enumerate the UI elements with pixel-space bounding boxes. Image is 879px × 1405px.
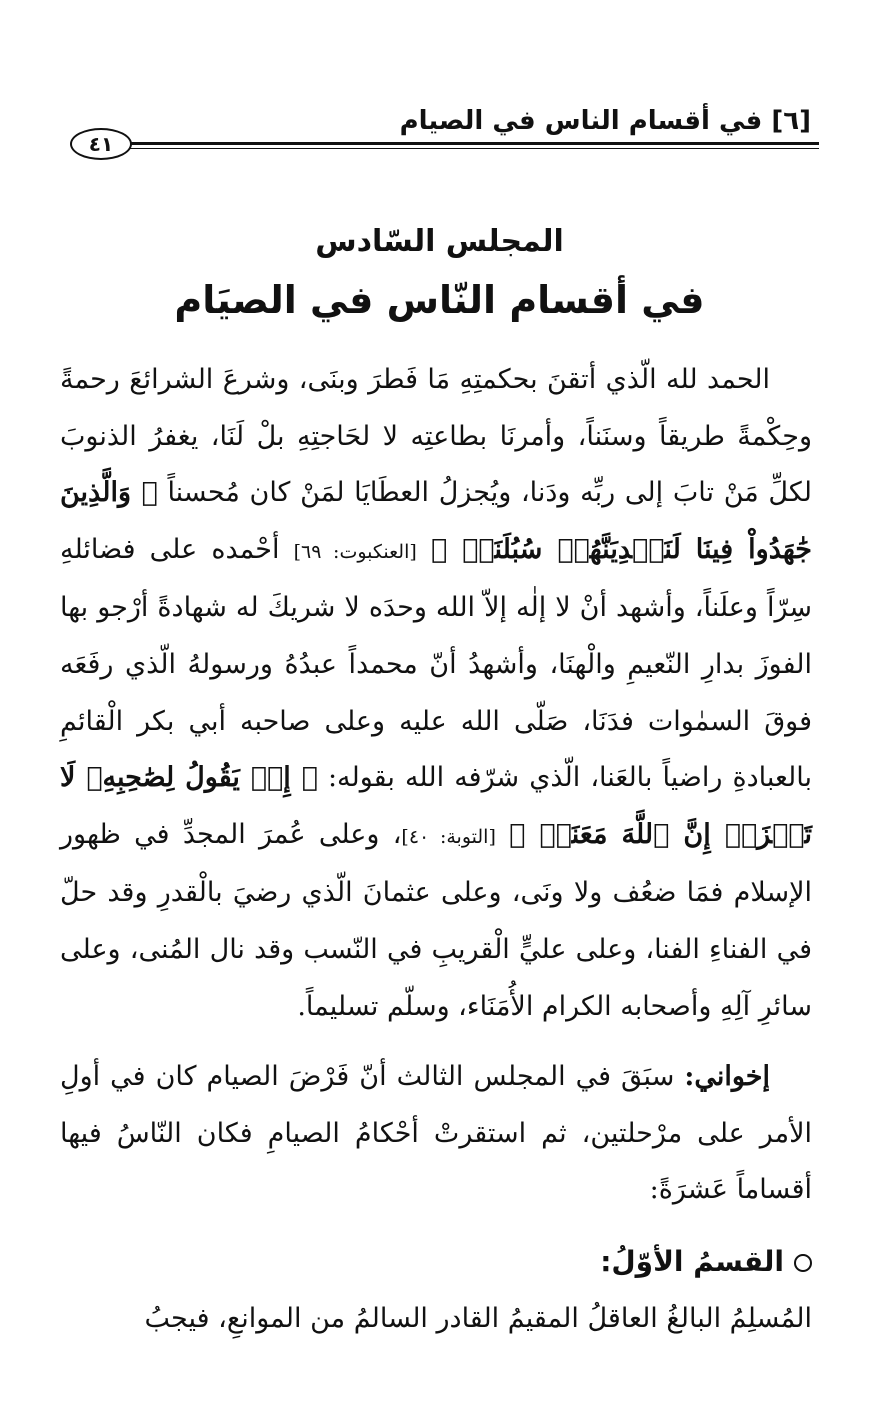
circle-marker-icon — [794, 1254, 812, 1272]
verse-reference-1: [العنكبوت: ٦٩] — [293, 540, 417, 563]
brothers-lead: إخواني: — [684, 1061, 770, 1093]
page-number: ٤١ — [70, 128, 132, 160]
section-paragraph: المُسلِمُ البالغُ العاقلُ المقيمُ القادر السالمُ من الموانعِ، فيجبُ — [144, 1302, 812, 1334]
brothers-text: سبَقَ في المجلس الثالث أنّ فَرْضَ الصيام كان في أولِ الأمر على مرْحلتين، ثم استقرتْ أحْكامُ الصيامِ فكان النّاسُ فيها أقساماً عَشرَةً: — [60, 1061, 812, 1206]
chapter-heading: المجلس السّادس — [315, 224, 564, 259]
running-header — [62, 98, 819, 160]
intro-text-2: أحْمده على فضائلهِ سِرّاً وعلَناً، وأشهد أنْ لا إلٰه إلاّ الله وحدَه لا شريكَ له شهادةً أرْجو بها الفوزَ بدارِ النّعيمِ والْهنَا، وأشهدُ أنّ محمداً عبدُهُ ورسولهُ الّذي رفَعَه فوقَ السمٰوات فدَنَا، صَلّى الله عليه وعلى صاحبه أبي بكر الْقائمِ بالعبادةِ راضياً بالعَنا، الّذي شرّفه الله بقوله: — [60, 533, 813, 794]
verse-reference-2: [التوبة: ٤٠] — [401, 825, 496, 848]
brothers-paragraph — [60, 1049, 812, 1219]
intro-text-3: ، وعلى عُمرَ المجدِّ في ظهور الإسلام فمَا ضعُف ولا ونَى، وعلى عثمانَ الّذي رضيَ بالْقدرِ وقد حلّ في الفناءِ الفنا، وعلى عليٍّ الْقريبِ في النّسب وقد نال المُنى، وعلى سائرِ آلِهِ وأصحابه الكرام الأُمَنَاء، وسلّم تسليماً. — [60, 818, 812, 1022]
header-rule — [122, 142, 819, 145]
section-heading-text: القسمُ الأوّلُ: — [600, 1244, 784, 1278]
body-text — [60, 352, 812, 1348]
quran-verse-2: ﴿ إِذۡ يَقُولُ لِصَٰحِبِهِۦ لَا تَحۡزَنۡ إِنَّ ٱللَّهَ مَعَنَاۖ ﴾ — [60, 762, 812, 850]
intro-text-1: الحمد لله الّذي أتقنَ بحكمتِهِ مَا فَطرَ وبنَى، وشرعَ الشرائعَ رحمةً وحِكْمةً طريقاً وسنَناً، وأمرنَا بطاعتِه لا لحَاجتِهِ بلْ لَنَا، يغفرُ الذنوبَ لكلِّ مَنْ تابَ إلى ربِّه ودَنا، ويُجزلُ العطَايَا لمَنْ كان مُحسناً — [60, 364, 812, 509]
section-heading — [60, 1233, 812, 1291]
chapter-title: في أقسام النّاس في الصيَام — [174, 278, 705, 322]
running-header-title: [٦] في أقسام الناس في الصيام — [399, 106, 811, 136]
header-rule-thin — [122, 148, 819, 149]
quran-verse-1: ﴿ وَالَّذِينَ جَٰهَدُواْ فِينَا لَنَهۡدِيَنَّهُمۡ سُبُلَنَاۚ ﴾ — [60, 477, 812, 565]
intro-paragraph — [60, 352, 812, 1035]
